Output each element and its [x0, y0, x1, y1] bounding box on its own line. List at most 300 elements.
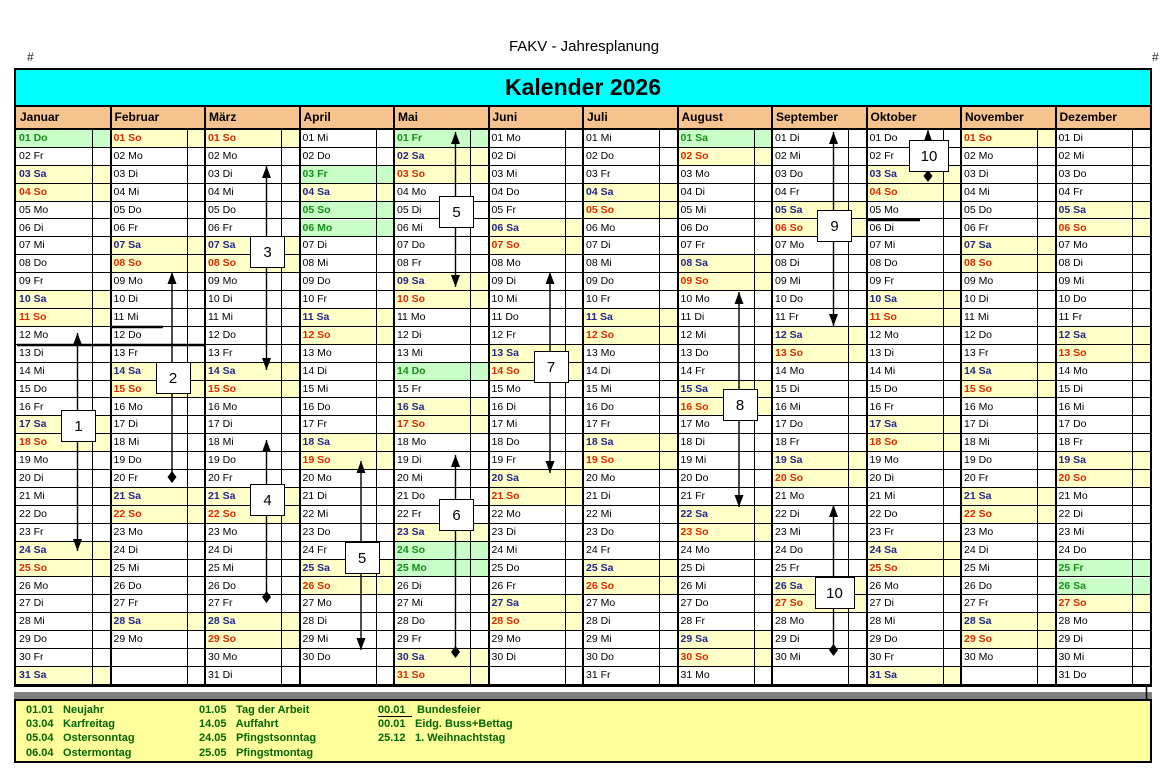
day-cell[interactable]: 25 Mi: [961, 560, 1056, 578]
day-cell[interactable]: 07 Do: [394, 237, 489, 255]
day-cell[interactable]: 11 Fr: [772, 309, 867, 327]
day-cell[interactable]: 29 So: [205, 631, 300, 649]
day-cell[interactable]: 29 Di: [1056, 631, 1151, 649]
day-cell[interactable]: 03 Do: [1056, 166, 1151, 184]
day-cell[interactable]: [772, 667, 867, 685]
day-cell[interactable]: 01 So: [961, 130, 1056, 148]
day-cell[interactable]: 28 Di: [583, 613, 678, 631]
day-cell[interactable]: 16 Mi: [772, 399, 867, 417]
day-cell[interactable]: 09 Fr: [867, 273, 962, 291]
day-cell[interactable]: 09 Do: [583, 273, 678, 291]
day-cell[interactable]: 06 Do: [678, 220, 773, 238]
day-cell[interactable]: 13 So: [772, 345, 867, 363]
day-cell[interactable]: 06 Mi: [394, 220, 489, 238]
day-cell[interactable]: 07 Sa: [111, 237, 206, 255]
day-cell[interactable]: 05 Sa: [1056, 202, 1151, 220]
day-cell[interactable]: 17 Mo: [678, 416, 773, 434]
day-cell[interactable]: 06 Di: [16, 220, 111, 238]
day-cell[interactable]: 26 Sa: [1056, 578, 1151, 596]
day-cell[interactable]: 17 Di: [205, 416, 300, 434]
day-cell[interactable]: 13 So: [1056, 345, 1151, 363]
day-cell[interactable]: 03 Sa: [867, 166, 962, 184]
day-cell[interactable]: [111, 667, 206, 685]
day-cell[interactable]: 11 Mo: [394, 309, 489, 327]
day-cell[interactable]: 29 Fr: [394, 631, 489, 649]
day-cell[interactable]: 18 So: [867, 434, 962, 452]
day-cell[interactable]: 29 So: [961, 631, 1056, 649]
day-cell[interactable]: 02 Do: [300, 148, 395, 166]
day-cell[interactable]: 08 Di: [772, 255, 867, 273]
day-cell[interactable]: 25 Fr: [772, 560, 867, 578]
day-cell[interactable]: 03 Fr: [300, 166, 395, 184]
day-cell[interactable]: 17 Sa: [867, 416, 962, 434]
day-cell[interactable]: 22 Di: [1056, 506, 1151, 524]
day-cell[interactable]: 07 Mo: [772, 237, 867, 255]
day-cell[interactable]: 04 So: [867, 184, 962, 202]
day-cell[interactable]: 19 Fr: [489, 452, 584, 470]
day-cell[interactable]: 20 Fr: [111, 470, 206, 488]
day-cell[interactable]: 14 Sa: [111, 363, 206, 381]
day-cell[interactable]: 30 Sa: [394, 649, 489, 667]
day-cell[interactable]: 12 Mo: [867, 327, 962, 345]
day-cell[interactable]: 18 Fr: [772, 434, 867, 452]
day-cell[interactable]: 09 Di: [489, 273, 584, 291]
day-cell[interactable]: 13 Di: [16, 345, 111, 363]
day-cell[interactable]: 10 Do: [1056, 291, 1151, 309]
day-cell[interactable]: 30 Mi: [1056, 649, 1151, 667]
day-cell[interactable]: 23 Sa: [394, 524, 489, 542]
day-cell[interactable]: 26 Do: [961, 578, 1056, 596]
day-cell[interactable]: 25 Di: [678, 560, 773, 578]
day-cell[interactable]: 01 Di: [1056, 130, 1151, 148]
day-cell[interactable]: 15 So: [961, 381, 1056, 399]
day-cell[interactable]: 03 Di: [205, 166, 300, 184]
day-cell[interactable]: 02 Mo: [961, 148, 1056, 166]
day-cell[interactable]: 27 Do: [678, 595, 773, 613]
day-cell[interactable]: 12 Fr: [489, 327, 584, 345]
day-cell[interactable]: 30 Fr: [867, 649, 962, 667]
day-cell[interactable]: 21 Sa: [205, 488, 300, 506]
day-cell[interactable]: 15 Fr: [394, 381, 489, 399]
day-cell[interactable]: 29 Do: [16, 631, 111, 649]
day-cell[interactable]: 17 Di: [111, 416, 206, 434]
day-cell[interactable]: 01 So: [205, 130, 300, 148]
day-cell[interactable]: 19 Mi: [678, 452, 773, 470]
day-cell[interactable]: 15 Di: [1056, 381, 1151, 399]
day-cell[interactable]: 10 Fr: [583, 291, 678, 309]
day-cell[interactable]: 23 Mi: [772, 524, 867, 542]
day-cell[interactable]: 20 Fr: [961, 470, 1056, 488]
day-cell[interactable]: 01 Mo: [489, 130, 584, 148]
day-cell[interactable]: 30 Mo: [961, 649, 1056, 667]
day-cell[interactable]: 31 Do: [1056, 667, 1151, 685]
day-cell[interactable]: 13 Fr: [961, 345, 1056, 363]
day-cell[interactable]: 30 Mi: [772, 649, 867, 667]
day-cell[interactable]: 13 Mo: [583, 345, 678, 363]
day-cell[interactable]: 28 Di: [300, 613, 395, 631]
day-cell[interactable]: 10 Sa: [867, 291, 962, 309]
day-cell[interactable]: 06 Fr: [205, 220, 300, 238]
day-cell[interactable]: 31 Sa: [16, 667, 111, 685]
day-cell[interactable]: 28 Sa: [111, 613, 206, 631]
day-cell[interactable]: 01 Do: [16, 130, 111, 148]
day-cell[interactable]: 25 Mi: [205, 560, 300, 578]
day-cell[interactable]: 04 Fr: [772, 184, 867, 202]
day-cell[interactable]: 20 Di: [867, 470, 962, 488]
day-cell[interactable]: 26 Do: [205, 578, 300, 596]
day-cell[interactable]: 14 Do: [394, 363, 489, 381]
day-cell[interactable]: 22 Mi: [300, 506, 395, 524]
day-cell[interactable]: 08 Mi: [583, 255, 678, 273]
day-cell[interactable]: 29 Mi: [583, 631, 678, 649]
day-cell[interactable]: 29 Sa: [678, 631, 773, 649]
day-cell[interactable]: 22 So: [205, 506, 300, 524]
day-cell[interactable]: 15 Di: [772, 381, 867, 399]
day-cell[interactable]: 15 So: [205, 381, 300, 399]
day-cell[interactable]: 05 Sa: [772, 202, 867, 220]
day-cell[interactable]: 26 So: [300, 578, 395, 596]
day-cell[interactable]: 25 Sa: [583, 560, 678, 578]
day-cell[interactable]: 09 Mo: [111, 273, 206, 291]
day-cell[interactable]: 02 Fr: [16, 148, 111, 166]
day-cell[interactable]: 26 Mo: [16, 578, 111, 596]
day-cell[interactable]: 17 Do: [772, 416, 867, 434]
day-cell[interactable]: 04 Sa: [300, 184, 395, 202]
day-cell[interactable]: 18 Di: [678, 434, 773, 452]
day-cell[interactable]: 27 Sa: [489, 595, 584, 613]
day-cell[interactable]: 11 Mi: [961, 309, 1056, 327]
day-cell[interactable]: 27 Fr: [205, 595, 300, 613]
day-cell[interactable]: 04 Mi: [205, 184, 300, 202]
day-cell[interactable]: 10 Di: [111, 291, 206, 309]
day-cell[interactable]: 04 Mo: [394, 184, 489, 202]
day-cell[interactable]: 02 Mo: [205, 148, 300, 166]
day-cell[interactable]: 18 Do: [489, 434, 584, 452]
day-cell[interactable]: 22 Di: [772, 506, 867, 524]
day-cell[interactable]: 08 Do: [16, 255, 111, 273]
day-cell[interactable]: 04 Mi: [961, 184, 1056, 202]
day-cell[interactable]: 16 Mo: [961, 399, 1056, 417]
day-cell[interactable]: 11 Sa: [300, 309, 395, 327]
day-cell[interactable]: 02 Mi: [772, 148, 867, 166]
day-cell[interactable]: 28 Mi: [16, 613, 111, 631]
day-cell[interactable]: 03 Mi: [489, 166, 584, 184]
day-cell[interactable]: 23 Do: [300, 524, 395, 542]
day-cell[interactable]: 07 Mi: [16, 237, 111, 255]
day-cell[interactable]: 02 Sa: [394, 148, 489, 166]
day-cell[interactable]: 23 Mi: [1056, 524, 1151, 542]
day-cell[interactable]: 24 Di: [111, 542, 206, 560]
day-cell[interactable]: 09 Mo: [205, 273, 300, 291]
day-cell[interactable]: 02 Do: [583, 148, 678, 166]
day-cell[interactable]: 06 Fr: [961, 220, 1056, 238]
day-cell[interactable]: 21 Sa: [961, 488, 1056, 506]
day-cell[interactable]: 12 Do: [205, 327, 300, 345]
day-cell[interactable]: 02 Mi: [1056, 148, 1151, 166]
day-cell[interactable]: 18 Fr: [1056, 434, 1151, 452]
day-cell[interactable]: 23 Fr: [867, 524, 962, 542]
day-cell[interactable]: 06 Mo: [300, 220, 395, 238]
day-cell[interactable]: [489, 667, 584, 685]
day-cell[interactable]: 14 Fr: [678, 363, 773, 381]
day-cell[interactable]: 03 Di: [111, 166, 206, 184]
day-cell[interactable]: 24 Sa: [16, 542, 111, 560]
day-cell[interactable]: 05 So: [300, 202, 395, 220]
day-cell[interactable]: 12 Di: [394, 327, 489, 345]
day-cell[interactable]: 23 Mo: [111, 524, 206, 542]
day-cell[interactable]: 29 Mi: [300, 631, 395, 649]
day-cell[interactable]: 31 Mo: [678, 667, 773, 685]
day-cell[interactable]: 28 Fr: [678, 613, 773, 631]
day-cell[interactable]: 14 Di: [583, 363, 678, 381]
day-cell[interactable]: 12 Mi: [678, 327, 773, 345]
day-cell[interactable]: 16 Mo: [205, 399, 300, 417]
day-cell[interactable]: 05 So: [583, 202, 678, 220]
day-cell[interactable]: 27 Fr: [961, 595, 1056, 613]
day-cell[interactable]: 19 So: [583, 452, 678, 470]
day-cell[interactable]: 17 Sa: [16, 416, 111, 434]
day-cell[interactable]: 15 So: [111, 381, 206, 399]
day-cell[interactable]: 13 Fr: [205, 345, 300, 363]
day-cell[interactable]: 28 Do: [394, 613, 489, 631]
day-cell[interactable]: 31 Fr: [583, 667, 678, 685]
day-cell[interactable]: 18 Mi: [961, 434, 1056, 452]
day-cell[interactable]: 14 Sa: [205, 363, 300, 381]
day-cell[interactable]: 25 Sa: [300, 560, 395, 578]
day-cell[interactable]: 20 Di: [16, 470, 111, 488]
day-cell[interactable]: 24 Fr: [300, 542, 395, 560]
day-cell[interactable]: 03 Do: [772, 166, 867, 184]
day-cell[interactable]: 27 Di: [16, 595, 111, 613]
day-cell[interactable]: 08 Sa: [678, 255, 773, 273]
day-cell[interactable]: 09 Mo: [961, 273, 1056, 291]
day-cell[interactable]: 05 Do: [961, 202, 1056, 220]
day-cell[interactable]: 12 So: [300, 327, 395, 345]
day-cell[interactable]: 03 Di: [961, 166, 1056, 184]
day-cell[interactable]: 05 Mi: [678, 202, 773, 220]
day-cell[interactable]: 08 Mo: [489, 255, 584, 273]
day-cell[interactable]: 28 Sa: [205, 613, 300, 631]
day-cell[interactable]: 22 Mo: [489, 506, 584, 524]
day-cell[interactable]: 27 So: [1056, 595, 1151, 613]
day-cell[interactable]: 02 Fr: [867, 148, 962, 166]
day-cell[interactable]: 16 Do: [583, 399, 678, 417]
day-cell[interactable]: 31 Sa: [867, 667, 962, 685]
day-cell[interactable]: 05 Fr: [489, 202, 584, 220]
day-cell[interactable]: 19 Do: [111, 452, 206, 470]
day-cell[interactable]: 02 Mo: [111, 148, 206, 166]
day-cell[interactable]: 24 Sa: [867, 542, 962, 560]
day-cell[interactable]: 09 Mi: [1056, 273, 1151, 291]
day-cell[interactable]: [111, 649, 206, 667]
day-cell[interactable]: 17 Do: [1056, 416, 1151, 434]
day-cell[interactable]: 19 Do: [961, 452, 1056, 470]
day-cell[interactable]: 11 Di: [678, 309, 773, 327]
day-cell[interactable]: 31 So: [394, 667, 489, 685]
day-cell[interactable]: 23 Do: [583, 524, 678, 542]
day-cell[interactable]: 11 So: [867, 309, 962, 327]
day-cell[interactable]: 21 Mo: [1056, 488, 1151, 506]
day-cell[interactable]: 26 So: [583, 578, 678, 596]
day-cell[interactable]: 08 So: [205, 255, 300, 273]
day-cell[interactable]: 05 Di: [394, 202, 489, 220]
day-cell[interactable]: 21 Fr: [678, 488, 773, 506]
day-cell[interactable]: 19 Do: [205, 452, 300, 470]
day-cell[interactable]: 09 So: [678, 273, 773, 291]
day-cell[interactable]: 20 Sa: [489, 470, 584, 488]
day-cell[interactable]: 05 Mo: [867, 202, 962, 220]
day-cell[interactable]: 16 Mi: [1056, 399, 1151, 417]
day-cell[interactable]: 17 Mi: [489, 416, 584, 434]
day-cell[interactable]: 04 Fr: [1056, 184, 1151, 202]
day-cell[interactable]: 03 Sa: [16, 166, 111, 184]
day-cell[interactable]: 07 Sa: [961, 237, 1056, 255]
day-cell[interactable]: 20 Mo: [583, 470, 678, 488]
day-cell[interactable]: 28 So: [489, 613, 584, 631]
day-cell[interactable]: 02 Di: [489, 148, 584, 166]
day-cell[interactable]: 26 Do: [111, 578, 206, 596]
day-cell[interactable]: 12 Do: [961, 327, 1056, 345]
day-cell[interactable]: 15 Mi: [300, 381, 395, 399]
day-cell[interactable]: 26 Sa: [772, 578, 867, 596]
day-cell[interactable]: 23 Mo: [961, 524, 1056, 542]
day-cell[interactable]: 09 Mi: [772, 273, 867, 291]
day-cell[interactable]: 16 Fr: [16, 399, 111, 417]
day-cell[interactable]: [961, 667, 1056, 685]
day-cell[interactable]: 17 Fr: [583, 416, 678, 434]
day-cell[interactable]: 18 So: [16, 434, 111, 452]
day-cell[interactable]: 30 Di: [489, 649, 584, 667]
day-cell[interactable]: 27 Mi: [394, 595, 489, 613]
day-cell[interactable]: 15 Mo: [489, 381, 584, 399]
day-cell[interactable]: 06 Fr: [111, 220, 206, 238]
day-cell[interactable]: 11 So: [16, 309, 111, 327]
day-cell[interactable]: 22 Do: [16, 506, 111, 524]
day-cell[interactable]: 08 Do: [867, 255, 962, 273]
day-cell[interactable]: 19 Mo: [16, 452, 111, 470]
day-cell[interactable]: 24 Di: [961, 542, 1056, 560]
day-cell[interactable]: 24 So: [394, 542, 489, 560]
day-cell[interactable]: 28 Mo: [1056, 613, 1151, 631]
day-cell[interactable]: 08 Fr: [394, 255, 489, 273]
day-cell[interactable]: 22 Sa: [678, 506, 773, 524]
day-cell[interactable]: 20 Fr: [205, 470, 300, 488]
day-cell[interactable]: 03 So: [394, 166, 489, 184]
day-cell[interactable]: 01 Mi: [583, 130, 678, 148]
day-cell[interactable]: 17 Fr: [300, 416, 395, 434]
day-cell[interactable]: 09 Sa: [394, 273, 489, 291]
day-cell[interactable]: 01 Di: [772, 130, 867, 148]
day-cell[interactable]: 12 Mo: [16, 327, 111, 345]
day-cell[interactable]: 26 Fr: [489, 578, 584, 596]
day-cell[interactable]: 30 Mo: [205, 649, 300, 667]
day-cell[interactable]: 06 Sa: [489, 220, 584, 238]
day-cell[interactable]: 10 So: [394, 291, 489, 309]
day-cell[interactable]: 22 Fr: [394, 506, 489, 524]
day-cell[interactable]: 06 So: [1056, 220, 1151, 238]
day-cell[interactable]: 04 Mi: [111, 184, 206, 202]
day-cell[interactable]: 07 Mo: [1056, 237, 1151, 255]
day-cell[interactable]: 18 Sa: [300, 434, 395, 452]
day-cell[interactable]: 30 Fr: [16, 649, 111, 667]
day-cell[interactable]: 01 Mi: [300, 130, 395, 148]
day-cell[interactable]: 23 So: [678, 524, 773, 542]
day-cell[interactable]: 16 Mo: [111, 399, 206, 417]
day-cell[interactable]: 23 Mo: [205, 524, 300, 542]
day-cell[interactable]: 26 Di: [394, 578, 489, 596]
day-cell[interactable]: 23 Fr: [16, 524, 111, 542]
day-cell[interactable]: 09 Do: [300, 273, 395, 291]
day-cell[interactable]: 21 Do: [394, 488, 489, 506]
day-cell[interactable]: 22 Mi: [583, 506, 678, 524]
day-cell[interactable]: 10 Mo: [678, 291, 773, 309]
day-cell[interactable]: 22 So: [961, 506, 1056, 524]
day-cell[interactable]: 04 Di: [678, 184, 773, 202]
day-cell[interactable]: 13 Mi: [394, 345, 489, 363]
day-cell[interactable]: 24 Mi: [489, 542, 584, 560]
day-cell[interactable]: 19 Mo: [867, 452, 962, 470]
day-cell[interactable]: 16 Di: [489, 399, 584, 417]
day-cell[interactable]: 07 Mi: [867, 237, 962, 255]
day-cell[interactable]: 14 Mo: [772, 363, 867, 381]
day-cell[interactable]: 14 Mi: [16, 363, 111, 381]
day-cell[interactable]: 27 Mo: [583, 595, 678, 613]
day-cell[interactable]: 10 Fr: [300, 291, 395, 309]
day-cell[interactable]: 05 Do: [205, 202, 300, 220]
day-cell[interactable]: 27 Fr: [111, 595, 206, 613]
day-cell[interactable]: 27 Di: [867, 595, 962, 613]
day-cell[interactable]: 07 Fr: [678, 237, 773, 255]
day-cell[interactable]: 08 So: [111, 255, 206, 273]
day-cell[interactable]: 13 Di: [867, 345, 962, 363]
day-cell[interactable]: [300, 667, 395, 685]
day-cell[interactable]: 29 Mo: [489, 631, 584, 649]
day-cell[interactable]: 31 Di: [205, 667, 300, 685]
day-cell[interactable]: 25 Mo: [394, 560, 489, 578]
day-cell[interactable]: 19 So: [300, 452, 395, 470]
day-cell[interactable]: 25 So: [16, 560, 111, 578]
day-cell[interactable]: 11 Do: [489, 309, 584, 327]
day-cell[interactable]: 22 So: [111, 506, 206, 524]
day-cell[interactable]: 06 Mo: [583, 220, 678, 238]
day-cell[interactable]: 29 Do: [867, 631, 962, 649]
day-cell[interactable]: 23 Di: [489, 524, 584, 542]
day-cell[interactable]: 12 So: [583, 327, 678, 345]
day-cell[interactable]: 20 So: [772, 470, 867, 488]
day-cell[interactable]: 10 Di: [205, 291, 300, 309]
day-cell[interactable]: 30 Do: [300, 649, 395, 667]
day-cell[interactable]: 30 Do: [583, 649, 678, 667]
day-cell[interactable]: 02 So: [678, 148, 773, 166]
day-cell[interactable]: 06 Di: [867, 220, 962, 238]
day-cell[interactable]: 03 Fr: [583, 166, 678, 184]
day-cell[interactable]: 25 So: [867, 560, 962, 578]
day-cell[interactable]: 04 Sa: [583, 184, 678, 202]
day-cell[interactable]: 26 Mo: [867, 578, 962, 596]
day-cell[interactable]: 14 Mi: [867, 363, 962, 381]
day-cell[interactable]: 01 Fr: [394, 130, 489, 148]
day-cell[interactable]: 01 Sa: [678, 130, 773, 148]
day-cell[interactable]: 16 Fr: [867, 399, 962, 417]
day-cell[interactable]: 25 Fr: [1056, 560, 1151, 578]
day-cell[interactable]: 11 Mi: [205, 309, 300, 327]
day-cell[interactable]: 16 Do: [300, 399, 395, 417]
day-cell[interactable]: 17 Di: [961, 416, 1056, 434]
day-cell[interactable]: 15 Mi: [583, 381, 678, 399]
day-cell[interactable]: 21 So: [489, 488, 584, 506]
day-cell[interactable]: 20 Mi: [394, 470, 489, 488]
day-cell[interactable]: 13 Sa: [489, 345, 584, 363]
